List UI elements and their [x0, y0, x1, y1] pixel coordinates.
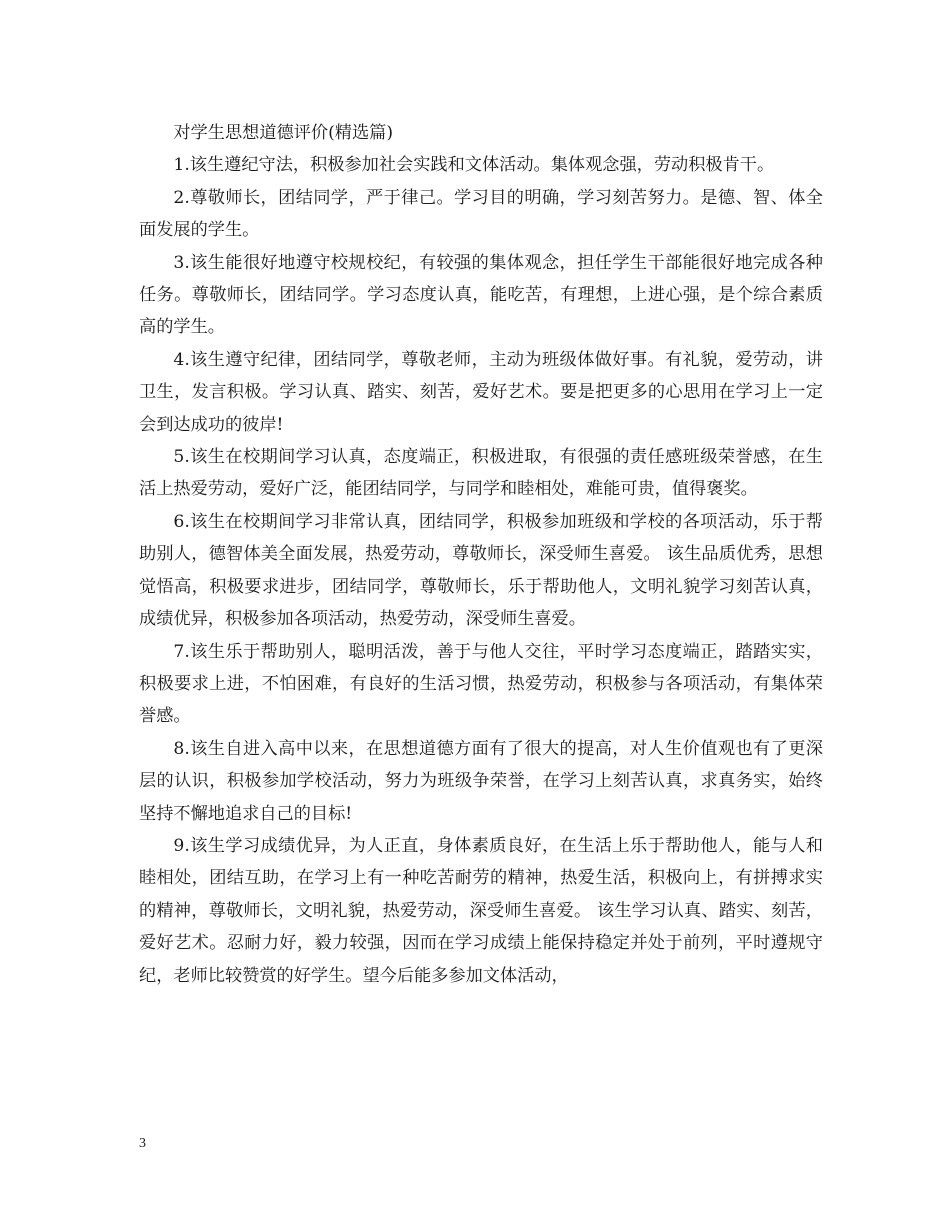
- paragraph-8: 8.该生自进入高中以来，在思想道德方面有了很大的提高，对人生价值观也有了更深层的认识，积极参加学校活动，努力为班级争荣誉，在学习上刻苦认真，求真务实，始终坚持不懈地追求自己的目标!: [139, 738, 823, 824]
- paragraph-1: 1.该生遵纪守法，积极参加社会实践和文体活动。集体观念强，劳动积极肯干。: [173, 155, 775, 176]
- paragraph-2: 2.尊敬师长，团结同学，严于律己。学习目的明确，学习刻苦努力。是德、智、体全面发展的学生。: [139, 187, 823, 241]
- paragraph-4: 4.该生遵守纪律，团结同学，尊敬老师，主动为班级体做好事。有礼貌，爱劳动，讲卫生，发言积极。学习认真、踏实、刻苦，爱好艺术。要是把更多的心思用在学习上一定会到达成功的彼岸!: [139, 349, 823, 435]
- document-body: [139, 117, 823, 992]
- paragraph-3: 3.该生能很好地遵守校规校纪，有较强的集体观念，担任学生干部能很好地完成各种任务。尊敬师长，团结同学。学习态度认真，能吃苦，有理想，上进心强，是个综合素质高的学生。: [139, 252, 823, 338]
- page-number: 3: [139, 1136, 146, 1151]
- document-title: 对学生思想道德评价(精选篇): [173, 123, 394, 143]
- paragraph-6: 6.该生在校期间学习非常认真，团结同学，积极参加班级和学校的各项活动，乐于帮助别人，德智体美全面发展，热爱劳动，尊敬师长，深受师生喜爱。 该生品质优秀，思想觉悟高，积极要求进步，团结同学，尊敬师长，乐于帮助他人，文明礼貌学习刻苦认真，成绩优异，积极参加各项活动，热爱劳动，深受师生喜爱。: [139, 511, 823, 630]
- paragraph-7: 7.该生乐于帮助别人，聪明活泼，善于与他人交往，平时学习态度端正，踏踏实实，积极要求上进，不怕困难，有良好的生活习惯，热爱劳动，积极参与各项活动，有集体荣誉感。: [139, 641, 823, 727]
- paragraph-9: 9.该生学习成绩优异，为人正直，身体素质良好，在生活上乐于帮助他人，能与人和睦相处，团结互助，在学习上有一种吃苦耐劳的精神，热爱生活，积极向上，有拼搏求实的精神，尊敬师长，文明礼貌，热爱劳动，深受师生喜爱。 该生学习认真、踏实、刻苦，爱好艺术。忍耐力好，毅力较强，因而在学习成绩上能保持稳定并处于前列，平时遵规守纪，老师比较赞赏的好学生。望今后能多参加文体活动，: [139, 835, 823, 986]
- paragraph-5: 5.该生在校期间学习认真，态度端正，积极进取，有很强的责任感班级荣誉感，在生活上热爱劳动，爱好广泛，能团结同学，与同学和睦相处，难能可贵，值得褒奖。: [139, 447, 823, 500]
